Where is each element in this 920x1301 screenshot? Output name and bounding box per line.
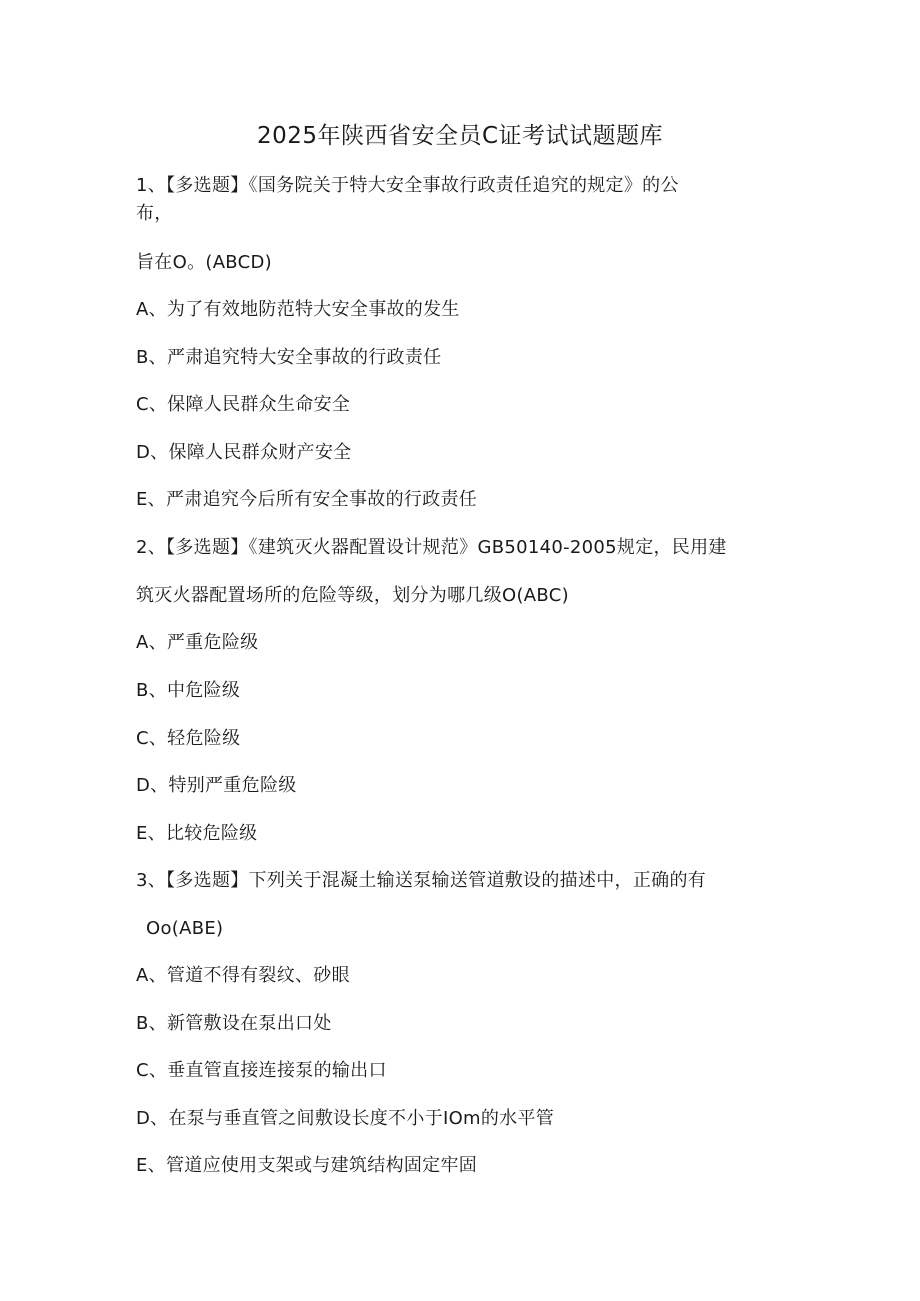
q3-option-a: A、管道不得有裂纹、砂眼 bbox=[136, 965, 350, 986]
q1-option-c: C、保障人民群众生命安全 bbox=[136, 394, 351, 415]
q2-option-c: C、轻危险级 bbox=[136, 728, 241, 749]
document-title: 2025年陕西省安全员C证考试试题题库 bbox=[256, 123, 664, 149]
q1-stem-line2: 布， bbox=[136, 203, 173, 224]
q2-option-d: D、特别严重危险级 bbox=[136, 775, 297, 796]
q1-option-e: E、严肃追究今后所有安全事故的行政责任 bbox=[136, 489, 478, 510]
q2-stem-line2: 筑灭火器配置场所的危险等级，划分为哪几级O(ABC) bbox=[136, 585, 569, 606]
q3-option-c: C、垂直管直接连接泵的输出口 bbox=[136, 1060, 387, 1081]
q1-option-d: D、保障人民群众财产安全 bbox=[136, 442, 352, 463]
q3-stem-line1: 3、【多选题】下列关于混凝土输送泵输送管道敷设的描述中，正确的有 bbox=[136, 870, 707, 891]
q3-option-b: B、新管敷设在泵出口处 bbox=[136, 1013, 332, 1034]
q1-option-b: B、严肃追究特大安全事故的行政责任 bbox=[136, 347, 442, 368]
q2-option-b: B、中危险级 bbox=[136, 680, 241, 701]
q2-option-e: E、比较危险级 bbox=[136, 823, 258, 844]
q2-option-a: A、严重危险级 bbox=[136, 632, 259, 653]
q2-stem-line1: 2、【多选题】《建筑灭火器配置设计规范》GB50140-2005规定，民用建 bbox=[136, 537, 727, 558]
q3-option-e: E、管道应使用支架或与建筑结构固定牢固 bbox=[136, 1155, 478, 1176]
q1-option-a: A、为了有效地防范特大安全事故的发生 bbox=[136, 299, 460, 320]
q1-stem-line3: 旨在O。(ABCD) bbox=[136, 252, 272, 273]
q3-option-d: D、在泵与垂直管之间敷设长度不小于IOm的水平管 bbox=[136, 1108, 555, 1129]
q3-stem-line2: Oo(ABE) bbox=[146, 918, 224, 939]
q1-stem-line1: 1、【多选题】《国务院关于特大安全事故行政责任追究的规定》的公 bbox=[136, 175, 679, 196]
